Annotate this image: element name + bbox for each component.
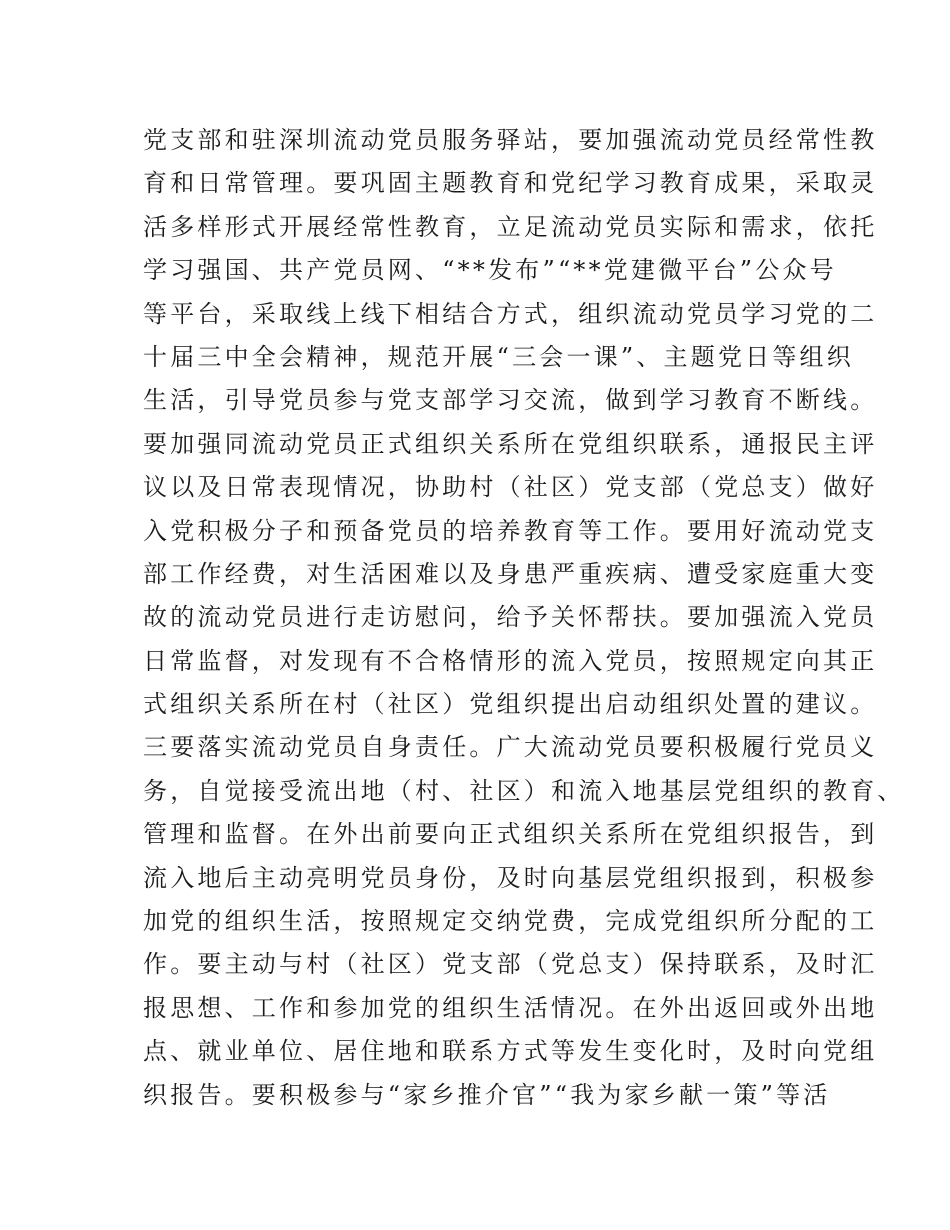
text-line: 议以及日常表现情况，协助村（社区）党支部（党总支）做好 <box>143 473 878 502</box>
text-line: 学习强国、共产党员网、“**发布”“**党建微平台”公众号 <box>143 256 837 285</box>
text-line: 党支部和驻深圳流动党员服务驿站，要加强流动党员经常性教 <box>143 126 878 154</box>
text-line: 加党的组织生活，按照规定交纳党费，完成党组织所分配的工 <box>143 907 878 936</box>
text-line: 式组织关系所在村（社区）党组织提出启动组织处置的建议。 <box>143 690 878 719</box>
text-line: 报思想、工作和参加党的组织生活情况。在外出返回或外出地 <box>143 993 878 1022</box>
text-line: 部工作经费，对生活困难以及身患严重疾病、遭受家庭重大变 <box>143 559 878 588</box>
text-line: 生活，引导党员参与党支部学习交流，做到学习教育不断线。 <box>143 386 878 415</box>
text-line: 十届三中全会精神，规范开展“三会一课”、主题党日等组织 <box>143 342 854 371</box>
text-line: 作。要主动与村（社区）党支部（党总支）保持联系，及时汇 <box>143 950 878 979</box>
text-line: 故的流动党员进行走访慰问，给予关怀帮扶。要加强流入党员 <box>143 603 878 632</box>
text-line: 入党积极分子和预备党员的培养教育等工作。要用好流动党支 <box>143 516 878 545</box>
text-line: 要加强同流动党员正式组织关系所在党组织联系，通报民主评 <box>143 429 878 458</box>
text-line: 日常监督，对发现有不合格情形的流入党员，按照规定向其正 <box>143 646 878 675</box>
text-line: 三要落实流动党员自身责任。广大流动党员要积极履行党员义 <box>143 733 878 762</box>
text-line: 管理和监督。在外出前要向正式组织关系所在党组织报告，到 <box>143 820 878 849</box>
text-line: 流入地后主动亮明党员身份，及时向基层党组织报到，积极参 <box>143 863 878 892</box>
text-line: 等平台，采取线上线下相结合方式，组织流动党员学习党的二 <box>143 299 878 328</box>
text-line: 织报告。要积极参与“家乡推介官”“我为家乡献一策”等活 <box>143 1080 831 1109</box>
text-line: 点、就业单位、居住地和联系方式等发生变化时，及时向党组 <box>143 1037 878 1066</box>
text-line: 务，自觉接受流出地（村、社区）和流入地基层党组织的教育、 <box>143 776 905 805</box>
text-line: 育和日常管理。要巩固主题教育和党纪学习教育成果，采取灵 <box>143 169 878 198</box>
text-line: 活多样形式开展经常性教育，立足流动党员实际和需求，依托 <box>143 212 878 241</box>
body-text <box>143 119 905 1117</box>
